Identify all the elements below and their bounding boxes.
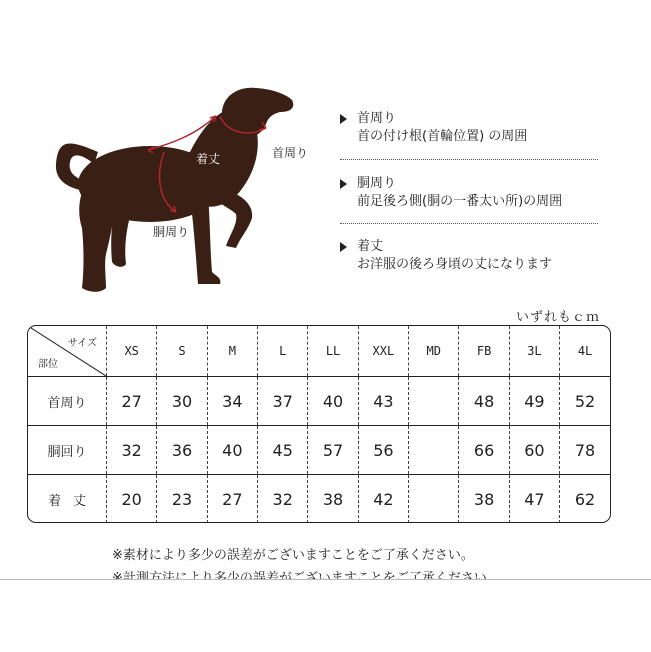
girth-label: 胴周り — [153, 225, 190, 239]
corner-part-label: 部位 — [38, 359, 58, 370]
row-label: 胴回り — [28, 426, 107, 475]
page-bottom-area — [0, 579, 651, 652]
row-label: 着丈 — [28, 475, 107, 524]
table-corner-cell — [28, 326, 107, 377]
table-header-row — [28, 326, 610, 377]
bullet-triangle-icon — [340, 242, 347, 252]
size-header: MD — [409, 326, 459, 377]
table-cell: 27 — [207, 475, 257, 524]
table-cell: 45 — [258, 426, 308, 475]
table-cell: 49 — [509, 377, 559, 426]
footnote-material: ※素材により多少の誤差がございますことをご了承ください。 — [112, 548, 474, 563]
corner-size-label: サイズ — [67, 338, 97, 349]
table-cell: 32 — [107, 426, 157, 475]
legend-description: お洋服の後ろ身頃の丈になります — [357, 257, 553, 272]
row-label: 首周り — [28, 377, 107, 426]
table-cell: 20 — [107, 475, 157, 524]
table-row — [28, 475, 610, 524]
size-header: M — [207, 326, 257, 377]
table-cell — [409, 426, 459, 475]
size-header: L — [258, 326, 308, 377]
table-cell: 34 — [207, 377, 257, 426]
table-cell — [409, 475, 459, 524]
divider — [340, 159, 598, 160]
table-cell: 36 — [157, 426, 207, 475]
dog-measurement-illustration — [40, 78, 330, 308]
legend-description: 首の付け根(首輪位置) の周囲 — [357, 129, 528, 144]
legend-title: 着丈 — [357, 239, 384, 254]
legend-item-girth — [340, 175, 600, 211]
size-table — [27, 325, 611, 523]
table-cell: 66 — [459, 426, 509, 475]
table-cell: 40 — [207, 426, 257, 475]
size-header: S — [157, 326, 207, 377]
table-cell: 37 — [258, 377, 308, 426]
dog-silhouette — [56, 88, 293, 292]
table-cell: 43 — [358, 377, 408, 426]
table-cell: 78 — [560, 426, 610, 475]
table-cell: 57 — [308, 426, 358, 475]
size-header: FB — [459, 326, 509, 377]
table-cell: 42 — [358, 475, 408, 524]
legend-title: 首周り — [357, 111, 397, 126]
table-cell: 23 — [157, 475, 207, 524]
size-header: 3L — [509, 326, 559, 377]
table-cell: 30 — [157, 377, 207, 426]
table-cell: 47 — [509, 475, 559, 524]
table-cell: 40 — [308, 377, 358, 426]
size-header: LL — [308, 326, 358, 377]
legend-item-neck — [340, 110, 600, 146]
unit-note: いずれもｃｍ — [516, 310, 601, 325]
table-cell: 32 — [258, 475, 308, 524]
bullet-triangle-icon — [340, 179, 347, 189]
size-header: 4L — [560, 326, 610, 377]
table-cell — [409, 377, 459, 426]
table-cell: 56 — [358, 426, 408, 475]
table-row — [28, 426, 610, 475]
table-cell: 38 — [308, 475, 358, 524]
chest-length-label: 着丈 — [196, 152, 221, 166]
size-header: XS — [107, 326, 157, 377]
legend-title: 胴周り — [357, 176, 397, 191]
table-cell: 52 — [560, 377, 610, 426]
legend-item-length — [340, 238, 600, 274]
table-row — [28, 377, 610, 426]
table-cell: 60 — [509, 426, 559, 475]
table-cell: 48 — [459, 377, 509, 426]
legend-description: 前足後ろ側(胴の一番太い所)の周囲 — [357, 194, 563, 209]
bullet-triangle-icon — [340, 114, 347, 124]
table-cell: 62 — [560, 475, 610, 524]
table-cell: 38 — [459, 475, 509, 524]
size-header: XXL — [358, 326, 408, 377]
table-cell: 27 — [107, 377, 157, 426]
divider — [340, 223, 598, 224]
neck-label: 首周り — [272, 146, 309, 160]
